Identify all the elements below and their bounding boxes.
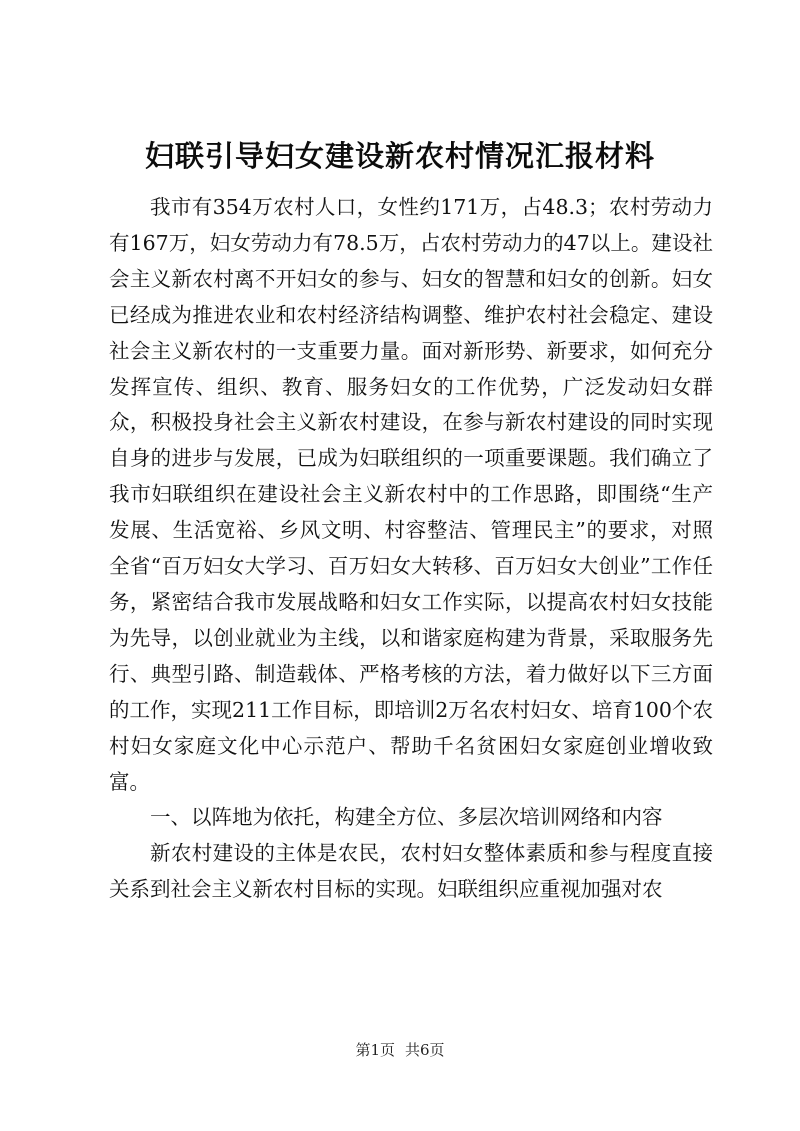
document-title: 妇联引导妇女建设新农村情况汇报材料 [144,139,655,173]
document-body [109,190,713,908]
page-footer [0,1040,800,1060]
page-total: 共6页 [405,1041,445,1059]
paragraph-intro: 我市有354万农村人口，女性约171万，占48.3；农村劳动力有167万，妇女劳动力有78.5万，占农村劳动力的47以上。建设社会主义新农村离不开妇女的参与、妇女的智慧和妇女的创新。妇女已经成为推进农业和农村经济结构调整、维护农村社会稳定、建设社会主义新农村的一支重要力量。面对新形势、新要求，如何充分发挥宣传、组织、教育、服务妇女的工作优势，广泛发动妇女群众，积极投身社会主义新农村建设，在参与新农村建设的同时实现自身的进步与发展，已成为妇联组织的一项重要课题。我们确立了我市妇联组织在建设社会主义新农村中的工作思路，即围绕“生产发展、生活宽裕、乡风文明、村容整洁、管理民主”的要求，对照全省“百万妇女大学习、百万妇女大转移、百万妇女大创业”工作任务，紧密结合我市发展战略和妇女工作实际，以提高农村妇女技能为先导，以创业就业为主线，以和谐家庭构建为背景，采取服务先行、典型引路、制造载体、严格考核的方法，着力做好以下三方面的工作，实现211工作目标，即培训2万名农村妇女、培育100个农村妇女家庭文化中心示范户、帮助千名贫困妇女家庭创业增收致富。 [109,195,713,794]
section-heading-1: 一、以阵地为依托，构建全方位、多层次培训网络和内容 [150,805,663,830]
page-number: 第1页 [355,1041,395,1059]
paragraph-section-1: 新农村建设的主体是农民，农村妇女整体素质和参与程度直接关系到社会主义新农村目标的实现。妇联组织应重视加强对农 [109,841,713,902]
